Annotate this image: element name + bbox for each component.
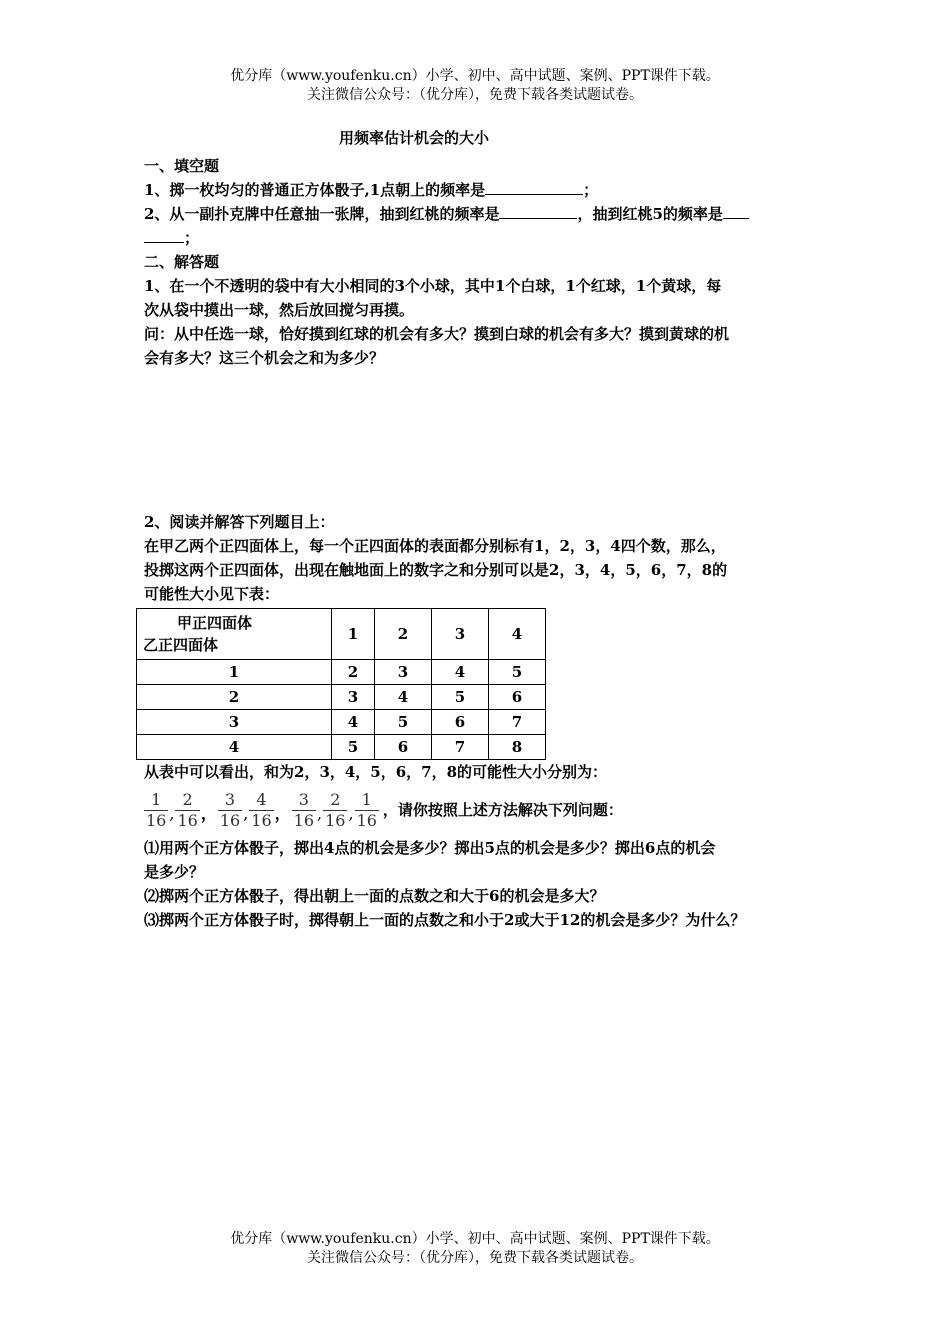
row-header: 4 <box>137 735 332 760</box>
table-row <box>137 660 546 685</box>
table-cell: 6 <box>489 685 546 710</box>
column-header: 1 <box>332 609 375 660</box>
table-row <box>137 710 546 735</box>
answer-blank[interactable] <box>499 203 577 219</box>
answer-blank[interactable] <box>485 179 583 195</box>
table-cell: 3 <box>375 660 432 685</box>
row-header: 3 <box>137 710 332 735</box>
answer-blank[interactable] <box>144 227 184 243</box>
solve-q2-line3: 可能性大小见下表： <box>144 585 280 603</box>
table-cell: 4 <box>375 685 432 710</box>
table-cell: 5 <box>375 710 432 735</box>
table-header-row <box>137 609 546 660</box>
fill-q1-end: ； <box>583 181 599 199</box>
fraction: $\frac{1}{16}$ <box>146 789 167 830</box>
row-header: 1 <box>137 660 332 685</box>
fraction: $\frac{2}{16}$ <box>177 789 198 830</box>
fraction: $\frac{1}{16}$ <box>356 789 377 830</box>
solve-q1-line2: 次从袋中摸出一球，然后放回搅匀再摸。 <box>144 301 415 319</box>
fraction: $\frac{3}{16}$ <box>293 789 315 830</box>
fill-question-2 <box>144 202 824 226</box>
table-cell: 7 <box>489 710 546 735</box>
table-cell: 2 <box>332 660 375 685</box>
table-cell: 5 <box>332 735 375 760</box>
answer-space <box>144 370 824 510</box>
table-cell: 8 <box>489 735 546 760</box>
fraction: $\frac{3}{16}$ <box>219 789 241 830</box>
table-cell: 5 <box>489 660 546 685</box>
solve-q1-line3: 问：从中任选一球，恰好摸到红球的机会有多大？摸到白球的机会有多大？摸到黄球的机 <box>144 325 730 343</box>
solve-q2-heading: 2、阅读并解答下列题目上： <box>144 513 335 531</box>
solve-q2-line2: 投掷这两个正四面体，出现在触地面上的数字之和分别可以是2，3，4，5，6，7，8的 <box>144 561 728 579</box>
problem-3: ⑶掷两个正方体骰子时，掷得朝上一面的点数之和小于2或大于12的机会是多少？为什么？ <box>144 911 746 929</box>
column-header: 4 <box>489 609 546 660</box>
section1-heading: 一、填空题 <box>144 157 220 175</box>
problem-2: ⑵掷两个正方体骰子，得出朝上一面的点数之和大于6的机会是多大？ <box>144 887 605 905</box>
answer-blank[interactable] <box>723 203 749 219</box>
footer-line-2: 关注微信公众号：（优分库），免费下载各类试题试卷。 <box>307 1250 643 1266</box>
fill-q2-text-b: ，抽到红桃5的频率是 <box>577 205 723 223</box>
page-header <box>0 67 950 105</box>
solve-q2-line1: 在甲乙两个正四面体上，每一个正四面体的表面都分别标有1，2，3，4四个数，那么， <box>144 537 726 555</box>
table-cell: 7 <box>432 735 489 760</box>
table-cell: 6 <box>375 735 432 760</box>
fraction-list: $\frac{1}{16}$ , $\frac{2}{16}$ ， $\frac{3}{16}$ , $\frac{4}{16}$ ， $\frac{3}{16}$ , $\frac{2}{16}$ , $\frac{1}{16}$ ，请你按照上述方法解决下列问题： <box>146 789 623 830</box>
fill-q2-end: ； <box>184 229 200 247</box>
table-row <box>137 735 546 760</box>
table-corner-cell <box>137 609 332 660</box>
fraction: $\frac{4}{16}$ <box>251 789 272 830</box>
document-body <box>144 126 824 932</box>
fraction: $\frac{2}{16}$ <box>325 789 346 830</box>
page-title: 用频率估计机会的大小 <box>338 129 489 147</box>
header-line-2: 关注微信公众号：（优分库），免费下载各类试题试卷。 <box>307 87 643 103</box>
table-cell: 5 <box>432 685 489 710</box>
fill-question-1 <box>144 178 824 202</box>
table-cell: 6 <box>432 710 489 735</box>
section2-heading: 二、解答题 <box>144 253 220 271</box>
solve-q1-line1: 1、在一个不透明的袋中有大小相同的3个小球，其中1个白球，1个红球，1个黄球，每 <box>144 277 722 295</box>
fill-q2-text-a: 2、从一副扑克牌中任意抽一张牌，抽到红桃的频率是 <box>144 205 500 223</box>
table-cell: 3 <box>332 685 375 710</box>
fill-question-2-cont <box>144 226 824 250</box>
page-footer <box>0 1230 950 1268</box>
corner-top-label: 甲正四面体 <box>177 614 253 632</box>
row-header: 2 <box>137 685 332 710</box>
sum-table <box>136 608 546 760</box>
header-line-1: 优分库（www.youfenku.cn）小学、初中、高中试题、案例、PPT课件下载。 <box>230 68 720 84</box>
solve-q1-line4: 会有多大？这三个机会之和为多少？ <box>144 349 385 367</box>
problem-1-line2: 是多少？ <box>144 863 205 881</box>
column-header: 2 <box>375 609 432 660</box>
column-header: 3 <box>432 609 489 660</box>
table-cell: 4 <box>432 660 489 685</box>
table-row <box>137 685 546 710</box>
after-table-line: 从表中可以看出，和为2，3，4，5，6，7，8的可能性大小分别为： <box>144 763 608 781</box>
footer-line-1: 优分库（www.youfenku.cn）小学、初中、高中试题、案例、PPT课件下载。 <box>230 1231 720 1247</box>
corner-bottom-label: 乙正四面体 <box>143 636 219 654</box>
problem-1-line1: ⑴用两个正方体骰子，掷出4点的机会是多少？掷出5点的机会是多少？掷出6点的机会 <box>144 839 716 857</box>
fill-q1-text: 1、掷一枚均匀的普通正方体骰子,1点朝上的频率是 <box>144 181 486 199</box>
table-cell: 4 <box>332 710 375 735</box>
fraction-tail-text: ，请你按照上述方法解决下列问题： <box>382 801 623 819</box>
